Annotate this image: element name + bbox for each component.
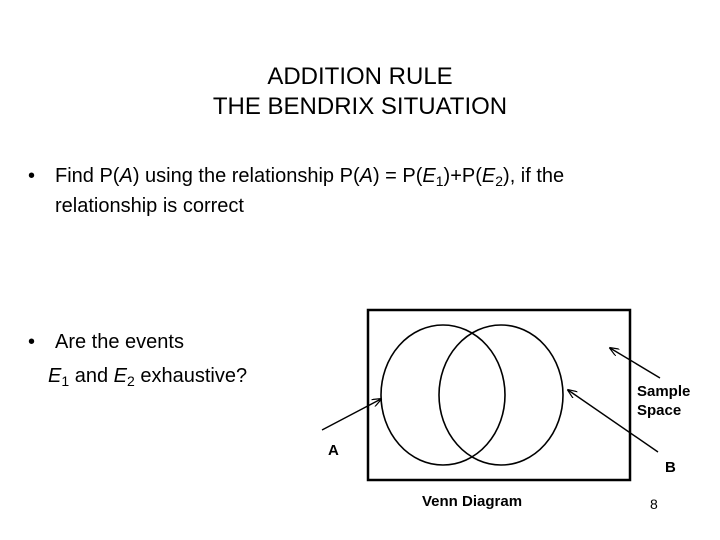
title-line-1: ADDITION RULE (267, 63, 453, 90)
bullet-1-var-e2: E (481, 165, 496, 187)
bullet-1-line-2: relationship is correct (55, 195, 244, 217)
bullet-1-symbol: • (28, 165, 36, 187)
sample-space-rectangle (368, 310, 630, 480)
bullet-1-sub-2: 2 (495, 173, 504, 189)
bullet-2-sub-1: 1 (61, 373, 70, 389)
bullet-1-text-1: Find P( (55, 165, 120, 187)
label-sample-space-line-2: Space (637, 402, 682, 419)
circle-a (381, 325, 505, 465)
bullet-2-var-e1: E (48, 365, 62, 387)
bullet-2-sub-2: 2 (126, 373, 135, 389)
bullet-1-var-a2: A (359, 165, 373, 187)
circle-b (439, 325, 563, 465)
page-number: 8 (650, 496, 658, 512)
bullet-2-line-1: Are the events (55, 331, 184, 353)
label-a: A (328, 442, 339, 459)
bullet-1-var-a1: A (119, 165, 133, 187)
bullet-2-symbol: • (28, 331, 36, 353)
bullet-1-var-e1: E (422, 165, 436, 187)
bullet-1-text-5: ), if the (503, 165, 565, 187)
arrow-a (322, 399, 381, 430)
label-sample-space-line-1: Sample (637, 383, 691, 400)
bullet-2-text-and: and (69, 365, 114, 387)
bullet-1-text-3: ) = P( (372, 165, 423, 187)
label-b: B (665, 459, 676, 476)
title-line-2: THE BENDRIX SITUATION (212, 93, 508, 120)
arrow-sample-space (610, 348, 660, 378)
bullet-1-text-4: )+P( (443, 165, 482, 187)
diagram-caption: Venn Diagram (422, 493, 523, 510)
bullet-1-text-2: ) using the relationship P( (132, 165, 360, 187)
bullet-2-var-e2: E (113, 365, 127, 387)
bullet-2-text-end: exhaustive? (134, 365, 248, 387)
bullet-1-sub-1: 1 (435, 173, 444, 189)
